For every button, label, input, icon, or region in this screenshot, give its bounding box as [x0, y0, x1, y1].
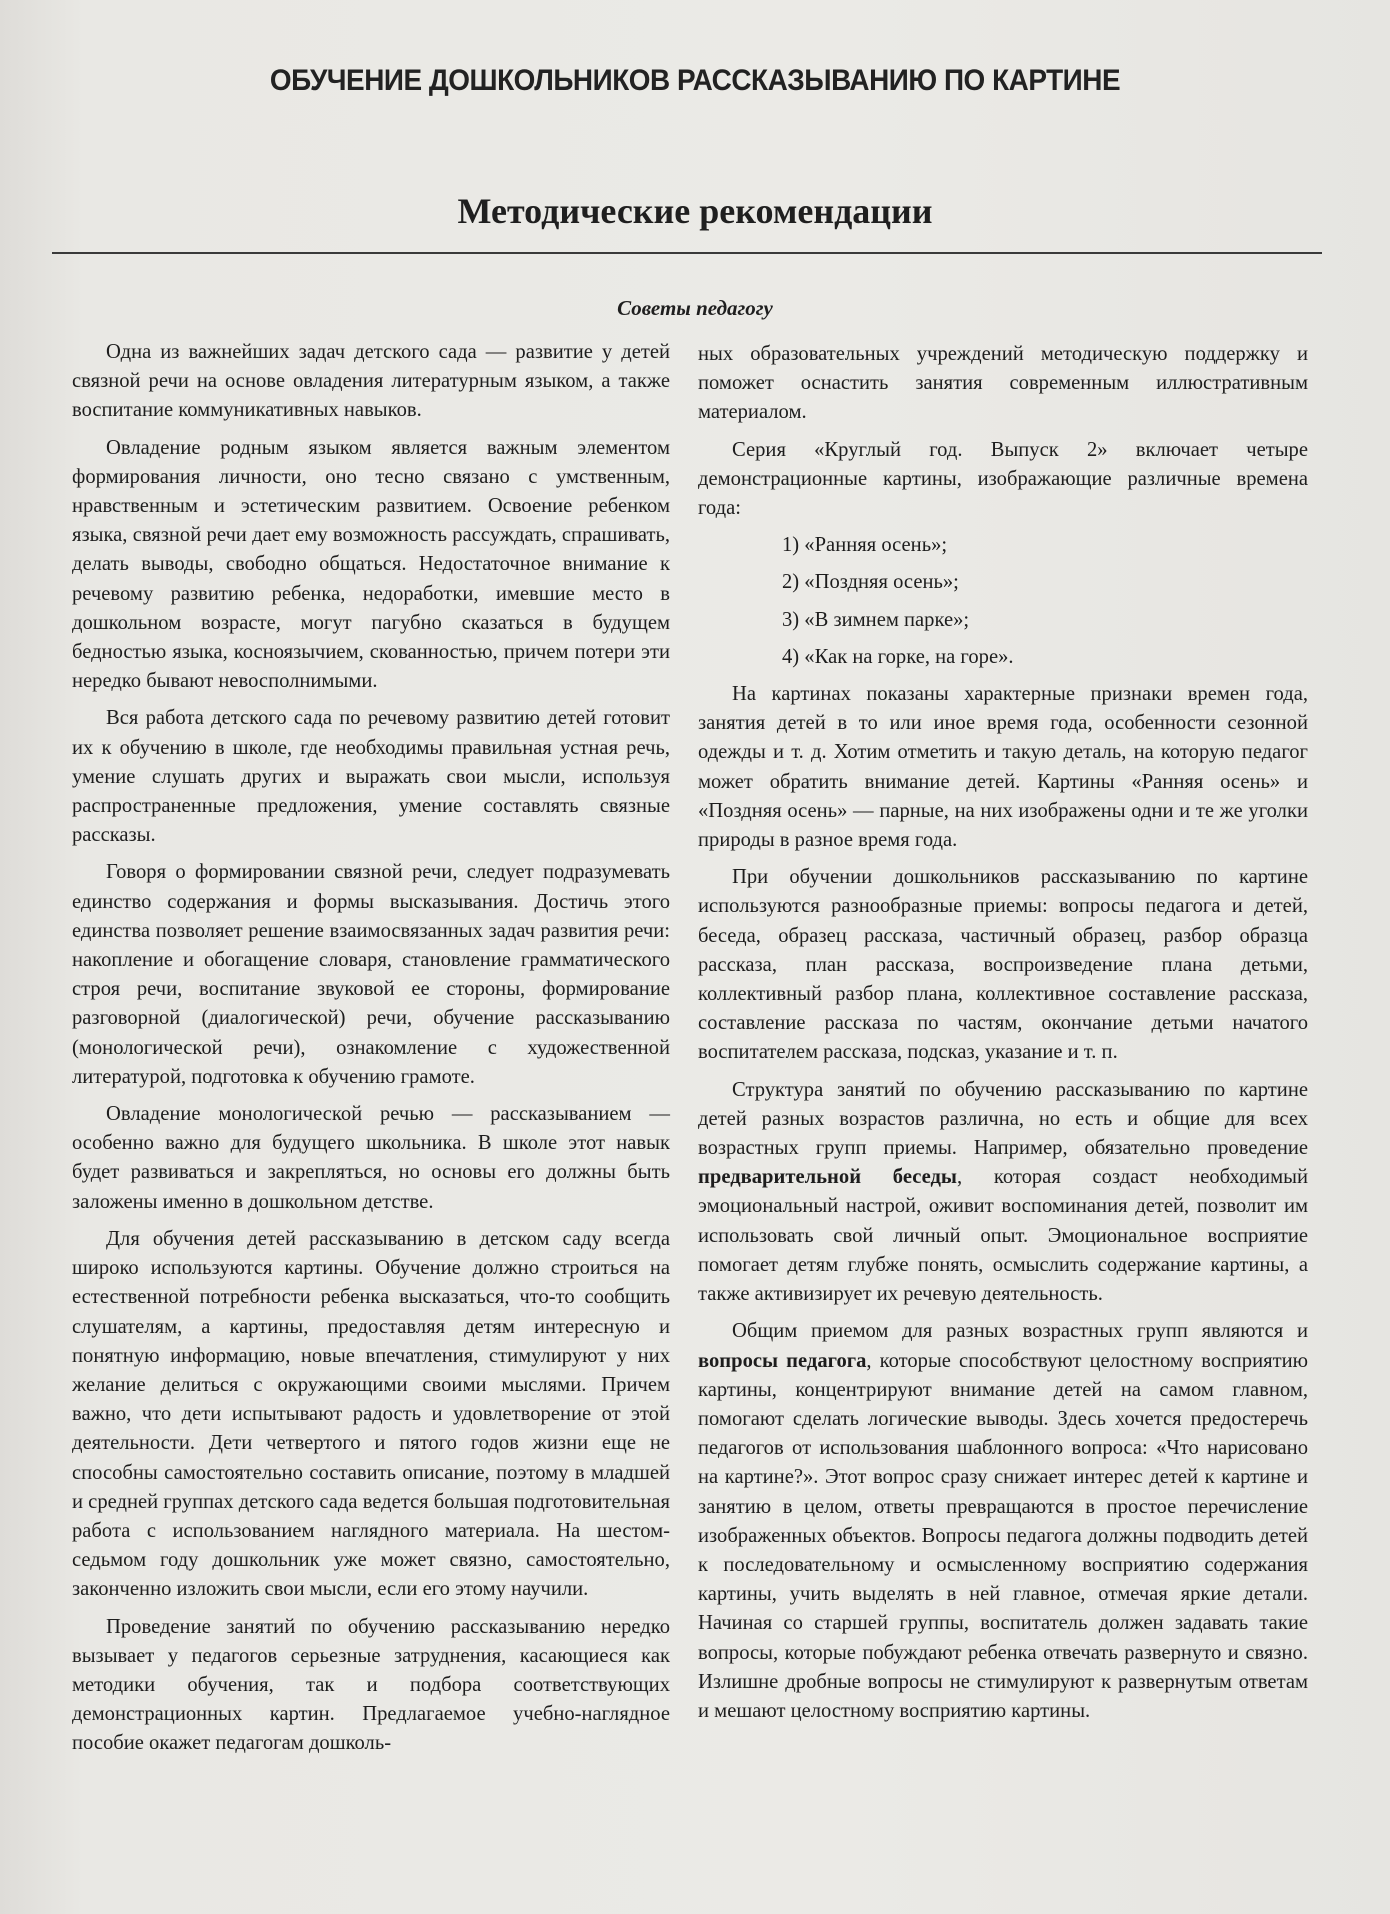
paragraph: Овладение родным языком является важным элементом формирования личности, оно тесно связано с умственным, нравственным и эстетическим развитием. Освоение ребенком языка, связной речи дает ему возможность рассуждать, спрашивать, делать выводы, свободно общаться. Недостаточное внимание к речевому развитию ребенка, недоработки, имевшие место в дошкольном возрасте, могут пагубно сказаться в будущем бедностью языка, косноязычием, скованностью, причем потери эти нередко бывают невосполнимыми.: [72, 436, 670, 693]
paragraph: Для обучения детей рассказыванию в детском саду всегда широко используются картины. Обучение должно строиться на естественной потребности ребенка высказаться, что-то сообщить слушателям, а картины, предоставляя детям интересную и понятную информацию, новые впечатления, стимулируют у них желание делиться с окружающими своими мыслями. Причем важно, что дети испытывают радость и удовлетворение от этой деятельности. Дети четвертого и пятого годов жизни еще не способны самостоятельно составить описание, поэтому в младшей и средней группах детского сада ведется большая подготовительная работа с использованием наглядного материала. На шестом-седьмом году дошкольник уже может связно, самостоятельно, законченно изложить свои мысли, если его этому научили.: [72, 1227, 670, 1601]
text-run: , которые способствуют целостному восприятию картины, концентрируют внимание детей на самом главном, помогают сделать логические выводы. Здесь хочется предостеречь педагогов от использования шаблонного вопроса: «Что нарисовано на картине?». Этот вопрос сразу снижает интерес детей к картине и занятию в целом, ответы превращаются в простое перечисление изображенных объектов. Вопросы педагога должны подводить детей к последовательному и осмысленному восприятию содержания картины, учить выделять в ней главное, отмечая яркие детали. Начиная со старшей группы, воспитатель должен задавать такие вопросы, которые побуждают ребенка отвечать развернуто и связно. Излишне дробные вопросы не стимулируют к развернутым ответам и мешают целостному восприятию картины.: [698, 1349, 1308, 1722]
paragraph: Вся работа детского сада по речевому развитию детей готовит их к обучению в школе, где необходимы правильная устная речь, умение слушать других и выражать свои мысли, используя распространенные предложения, умение составлять связные рассказы.: [72, 707, 670, 847]
season-list: [698, 531, 1308, 672]
bold-term: вопросы педагога: [698, 1349, 867, 1372]
list-item: 4) «Как на горке, на горе».: [782, 645, 1014, 668]
right-column: [698, 340, 1308, 1734]
text-run: Общим приемом для разных возрастных групп являются и: [732, 1320, 1308, 1343]
paragraph: [698, 1076, 1308, 1310]
left-column: [72, 338, 670, 1767]
bold-term: предварительной беседы: [698, 1166, 957, 1189]
paragraph: На картинах показаны характерные признаки времен года, занятия детей в то или иное время года, особенности сезонной одежды и т. д. Хотим отметить и такую деталь, на которую педагог может обратить внимание детей. Картины «Ранняя осень» и «Поздняя осень» — парные, на них изображены одни и те же уголки природы в разное время года.: [698, 683, 1308, 852]
paragraph: [698, 1317, 1308, 1726]
paragraph: Серия «Круглый год. Выпуск 2» включает четыре демонстрационные картины, изображающие различные времена года:: [698, 438, 1308, 520]
text-run: Структура занятий по обучению рассказыванию по картине детей разных возрастов различна, но есть и общие для всех возрастных групп приемы. Например, обязательно проведение: [698, 1078, 1308, 1160]
subtitle: Советы педагогу: [617, 296, 773, 320]
text-run: , которая создаст необходимый эмоциональный настрой, оживит воспоминания детей, позволит им использовать свой личный опыт. Эмоциональное восприятие помогает детям глубже понять, осмыслить содержание картины, а также активизирует их речевую деятельность.: [698, 1166, 1308, 1306]
section-title: Методические рекомендации: [457, 191, 933, 231]
paragraph: При обучении дошкольников рассказыванию по картине используются разнообразные приемы: вопросы педагога и детей, беседа, образец рассказа, частичный образец, разбор образца рассказа, план рассказа, воспроизведение плана детьми, коллективный разбор плана, коллективное составление рассказа, составление рассказа по частям, окончание детьми начатого воспитателем рассказа, подсказ, указание и т. п.: [698, 866, 1308, 1064]
paragraph: Овладение монологической речью — рассказыванием — особенно важно для будущего школьника. В школе этот навык будет развиваться и закрепляться, но основы его должны быть заложены именно в дошкольном детстве.: [72, 1103, 670, 1213]
list-item: 1) «Ранняя осень»;: [782, 534, 948, 557]
paragraph: Проведение занятий по обучению рассказыванию нередко вызывает у педагогов серьезные затруднения, касающиеся как методики обучения, так и подбора соответствующих демонстрационных картин. Предлагаемое учебно-наглядное пособие окажет педагогам дошколь-: [72, 1615, 670, 1755]
title-rule: [52, 252, 1322, 254]
paragraph: ных образовательных учреждений методическую поддержку и поможет оснастить занятия современным иллюстративным материалом.: [698, 343, 1308, 424]
list-item: 3) «В зимнем парке»;: [782, 608, 970, 631]
list-item: 2) «Поздняя осень»;: [782, 571, 959, 594]
running-title: ОБУЧЕНИЕ ДОШКОЛЬНИКОВ РАССКАЗЫВАНИЮ ПО КАРТИНЕ: [269, 64, 1121, 97]
paragraph: Одна из важнейших задач детского сада — развитие у детей связной речи на основе овладения литературным языком, а также воспитание коммуникативных навыков.: [72, 341, 670, 422]
paragraph: Говоря о формировании связной речи, следует подразумевать единство содержания и формы высказывания. Достичь этого единства позволяет решение взаимосвязанных задач развития речи: накопление и обогащение словаря, становление грамматического строя речи, воспитание звуковой ее стороны, формирование разговорной (диалогической) речи, обучение рассказыванию (монологической речи), ознакомление с художественной литературой, подготовка к обучению грамоте.: [72, 861, 670, 1088]
